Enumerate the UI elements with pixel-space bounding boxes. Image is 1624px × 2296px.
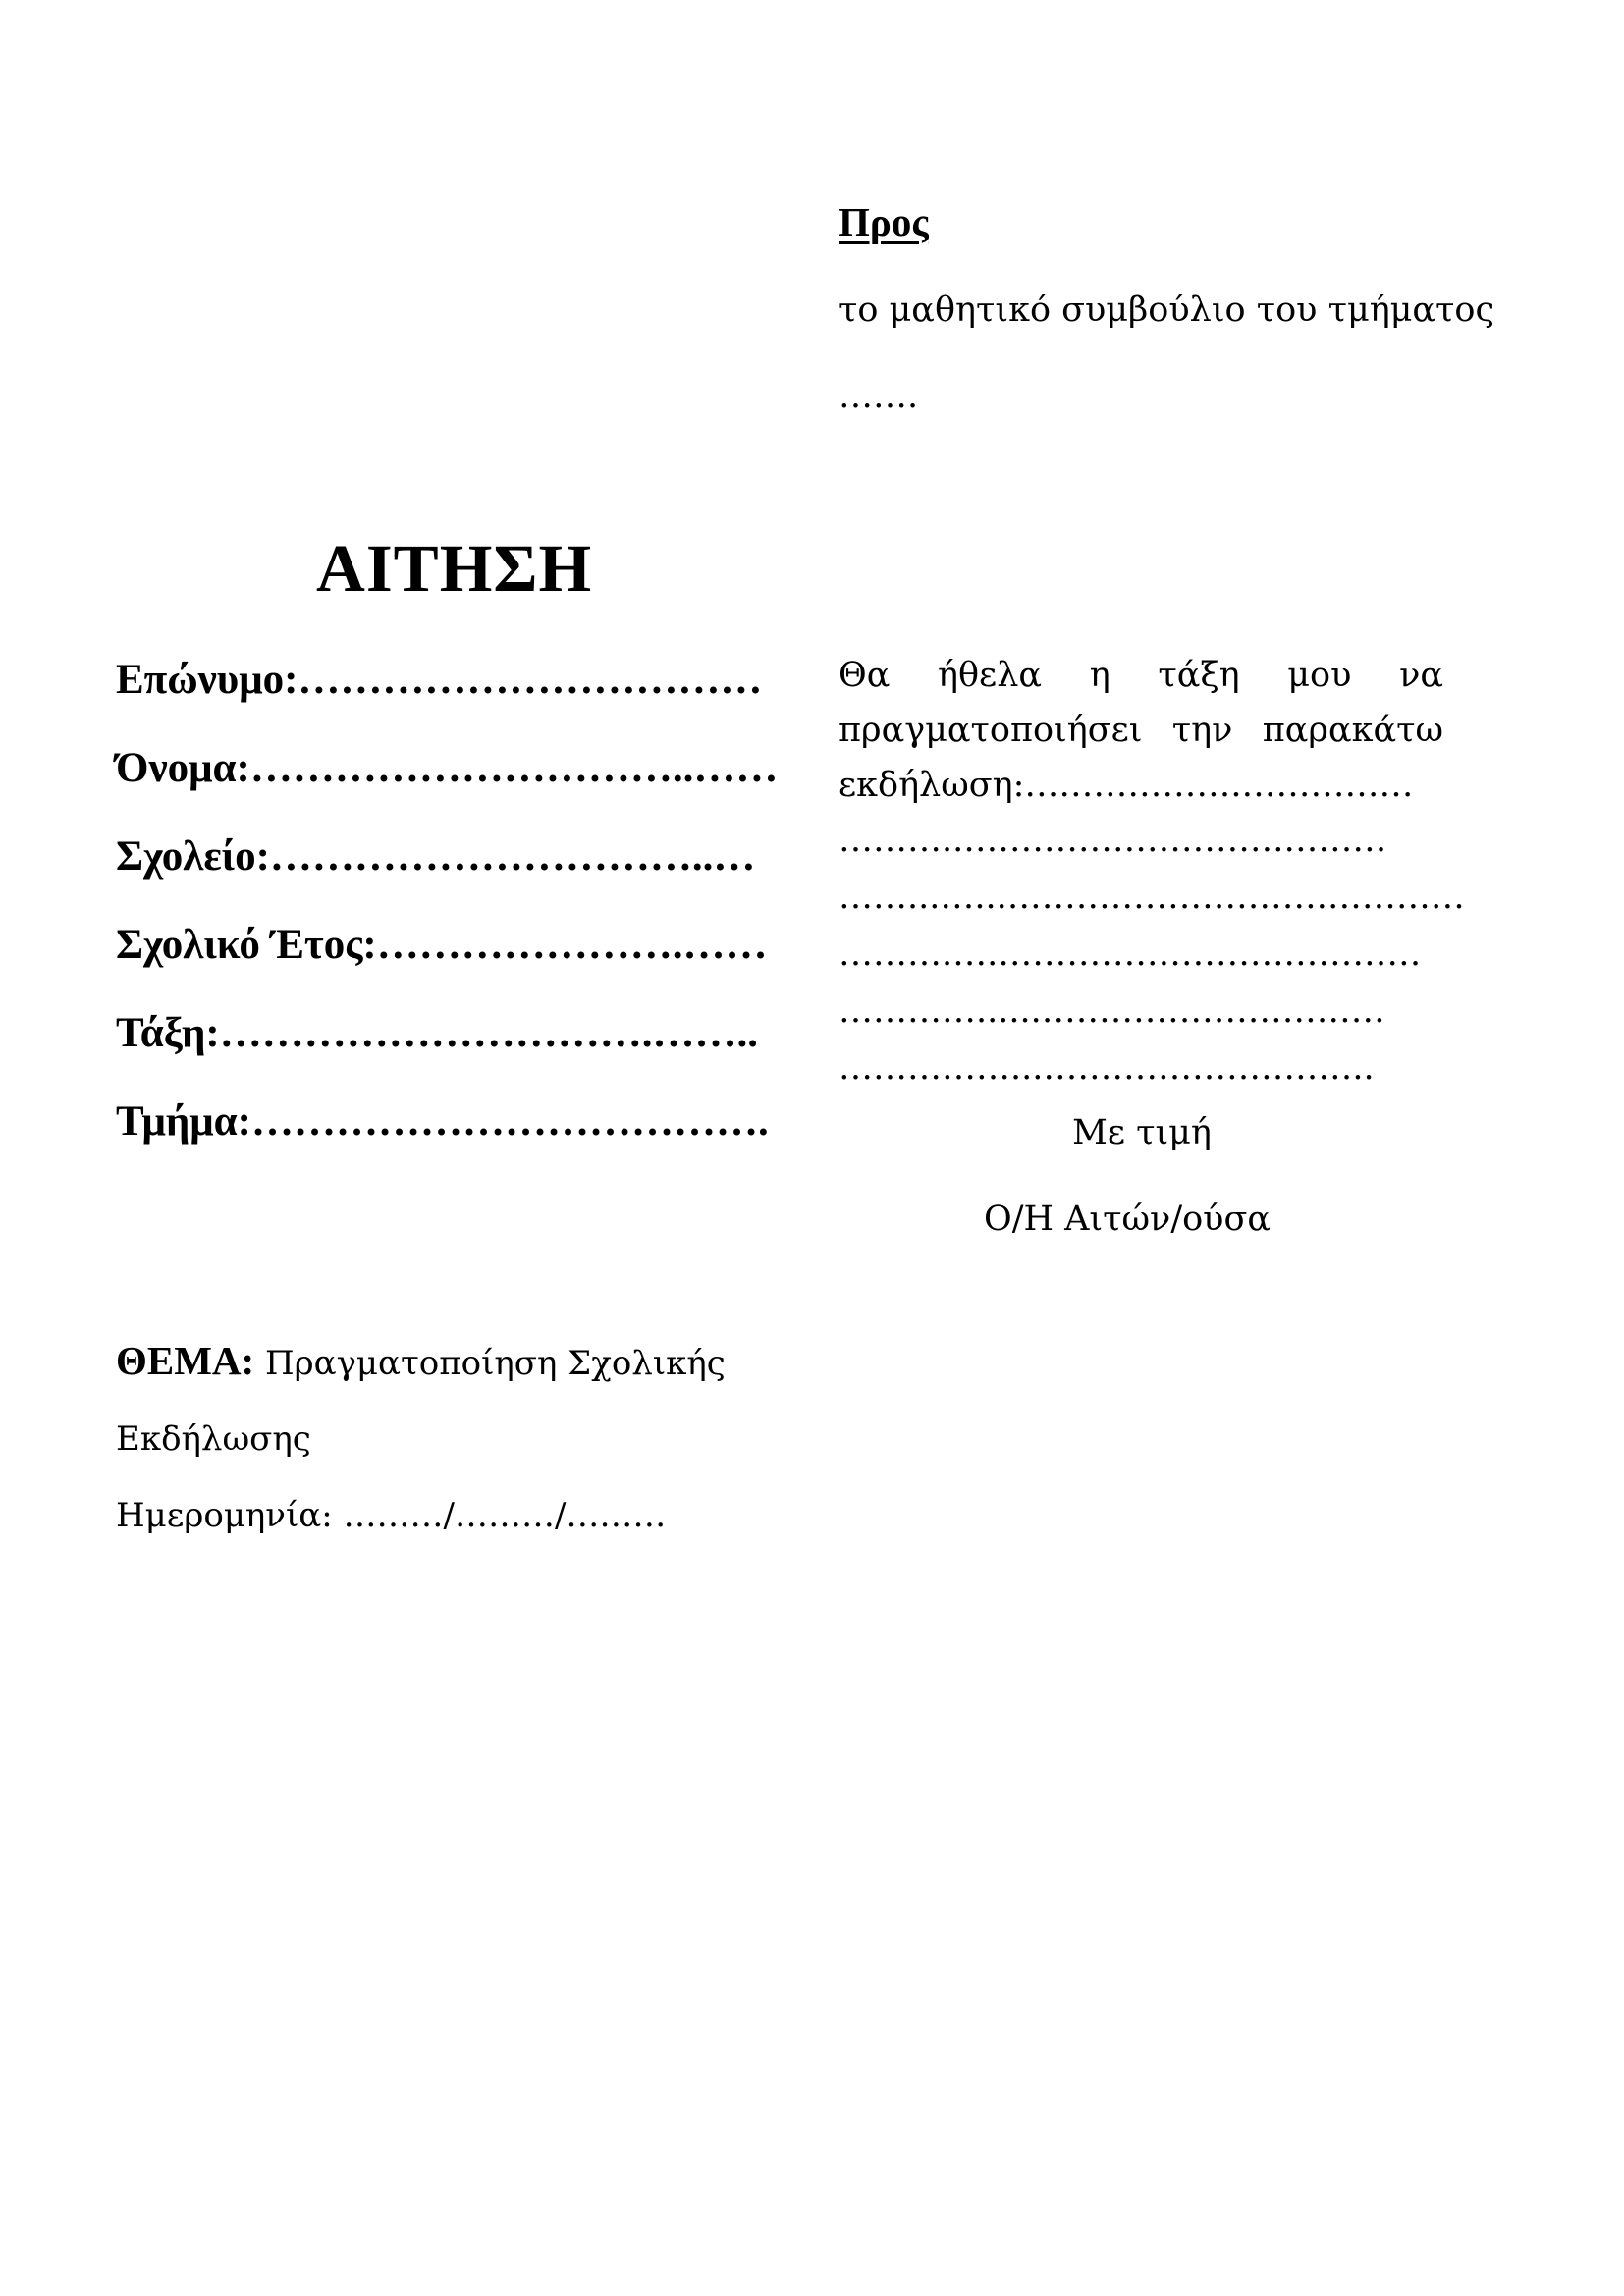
- request-dot-line: ……………...………………………..: [839, 1048, 1375, 1088]
- field-school: Σχολείο:…………………………..…: [116, 833, 756, 880]
- subject-colon: :: [241, 1338, 255, 1383]
- subject-text-continued: Εκδήλωσης: [116, 1419, 311, 1459]
- request-dot-line: …………......…………………………: [839, 991, 1385, 1031]
- request-dot-line: ……….….…………………….…………: [839, 934, 1422, 974]
- closing-signatory: Ο/Η Αιτών/ούσα: [984, 1200, 1271, 1239]
- subject-label: ΘΕΜΑ: [116, 1338, 242, 1383]
- subject-line: [116, 1337, 726, 1384]
- closing-salutation: Με τιμή: [1072, 1113, 1212, 1152]
- subject-text: Πραγματοποίηση Σχολικής: [265, 1344, 726, 1383]
- request-dot-line: ………..……………………….………: [839, 821, 1387, 860]
- addressee-recipient: το μαθητικό συμβούλιο του τμήματος: [839, 291, 1495, 330]
- field-grade: Τάξη:………………………….……..: [116, 1010, 758, 1056]
- request-text: Θα ήθελα η τάξη μου να πραγματοποιήσει την παρακάτω εκδήλωση:……………….……………: [839, 656, 1443, 805]
- addressee-recipient-blank: …….: [839, 377, 919, 416]
- field-section: Τμήμα:……………………………….: [116, 1098, 769, 1145]
- document-title: ΑΙΤΗΣΗ: [316, 531, 593, 606]
- field-surname: Επώνυμο:……………………………: [116, 657, 763, 703]
- addressee-heading: Προς: [839, 199, 929, 244]
- request-dot-line: ……...…...……………………….…………: [839, 878, 1465, 917]
- field-first-name: Όνομα:…………………………..……: [116, 745, 779, 791]
- date-field: Ημερομηνία: ………/………/………: [116, 1496, 667, 1535]
- field-school-year: Σχολικό Έτος:………………….……: [116, 922, 768, 968]
